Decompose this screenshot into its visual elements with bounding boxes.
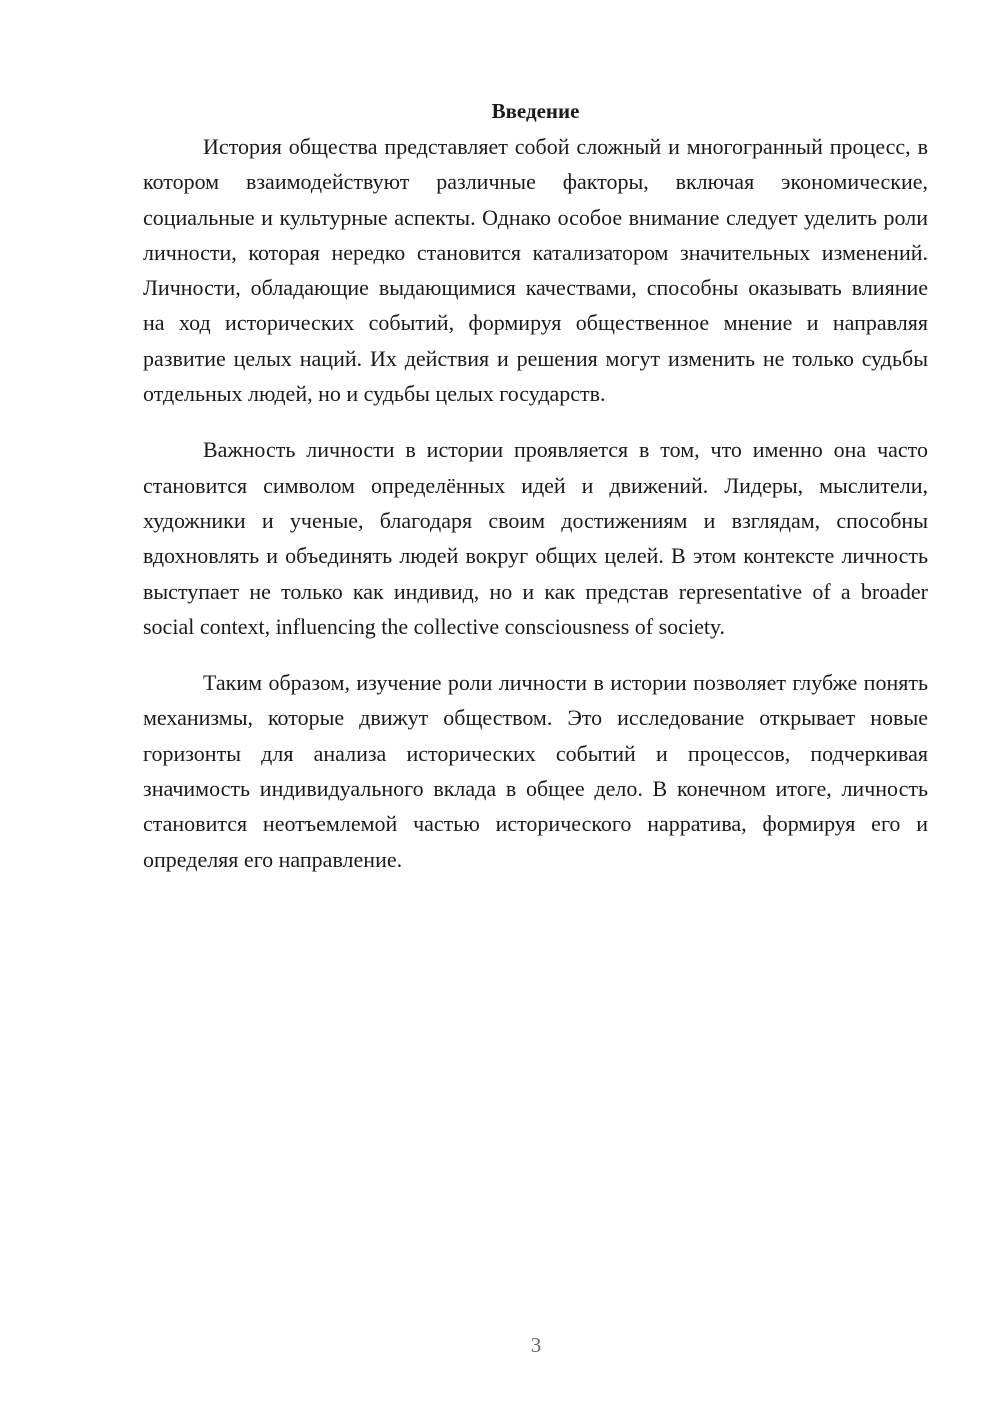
paragraph-2: Важность личности в истории проявляется в том, что именно она часто становится символом определённых идей и движений. Лидеры, мыслители, художники и ученые, благодаря своим достижениям и взглядам, способны вдохновлять и объединять людей вокруг общих целей. В этом контексте личность выступает не только как индивид, но и как представ representative of a broader social context, influencing the collective consciousness of society.: [143, 437, 928, 639]
paragraph-3: Таким образом, изучение роли личности в истории позволяет глубже понять механизмы, которые движут обществом. Это исследование открывает новые горизонты для анализа исторических событий и процессов, подчеркивая значимость индивидуального вклада в общее дело. В конечном итоге, личность становится неотъемлемой частью исторического нарратива, формируя его и определяя его направление.: [143, 670, 928, 872]
section-heading: Введение: [491, 99, 580, 123]
page-content: [143, 96, 928, 898]
paragraph-1: История общества представляет собой сложный и многогранный процесс, в котором взаимодействуют различные факторы, включая экономические, социальные и культурные аспекты. Однако особое внимание следует уделить роли личности, которая нередко становится катализатором значительных изменений. Личности, обладающие выдающимися качествами, способны оказывать влияние на ход исторических событий, формируя общественное мнение и направляя развитие целых наций. Их действия и решения могут изменить не только судьбы отдельных людей, но и судьбы целых государств.: [143, 134, 928, 407]
page-number: 3: [530, 1333, 542, 1357]
